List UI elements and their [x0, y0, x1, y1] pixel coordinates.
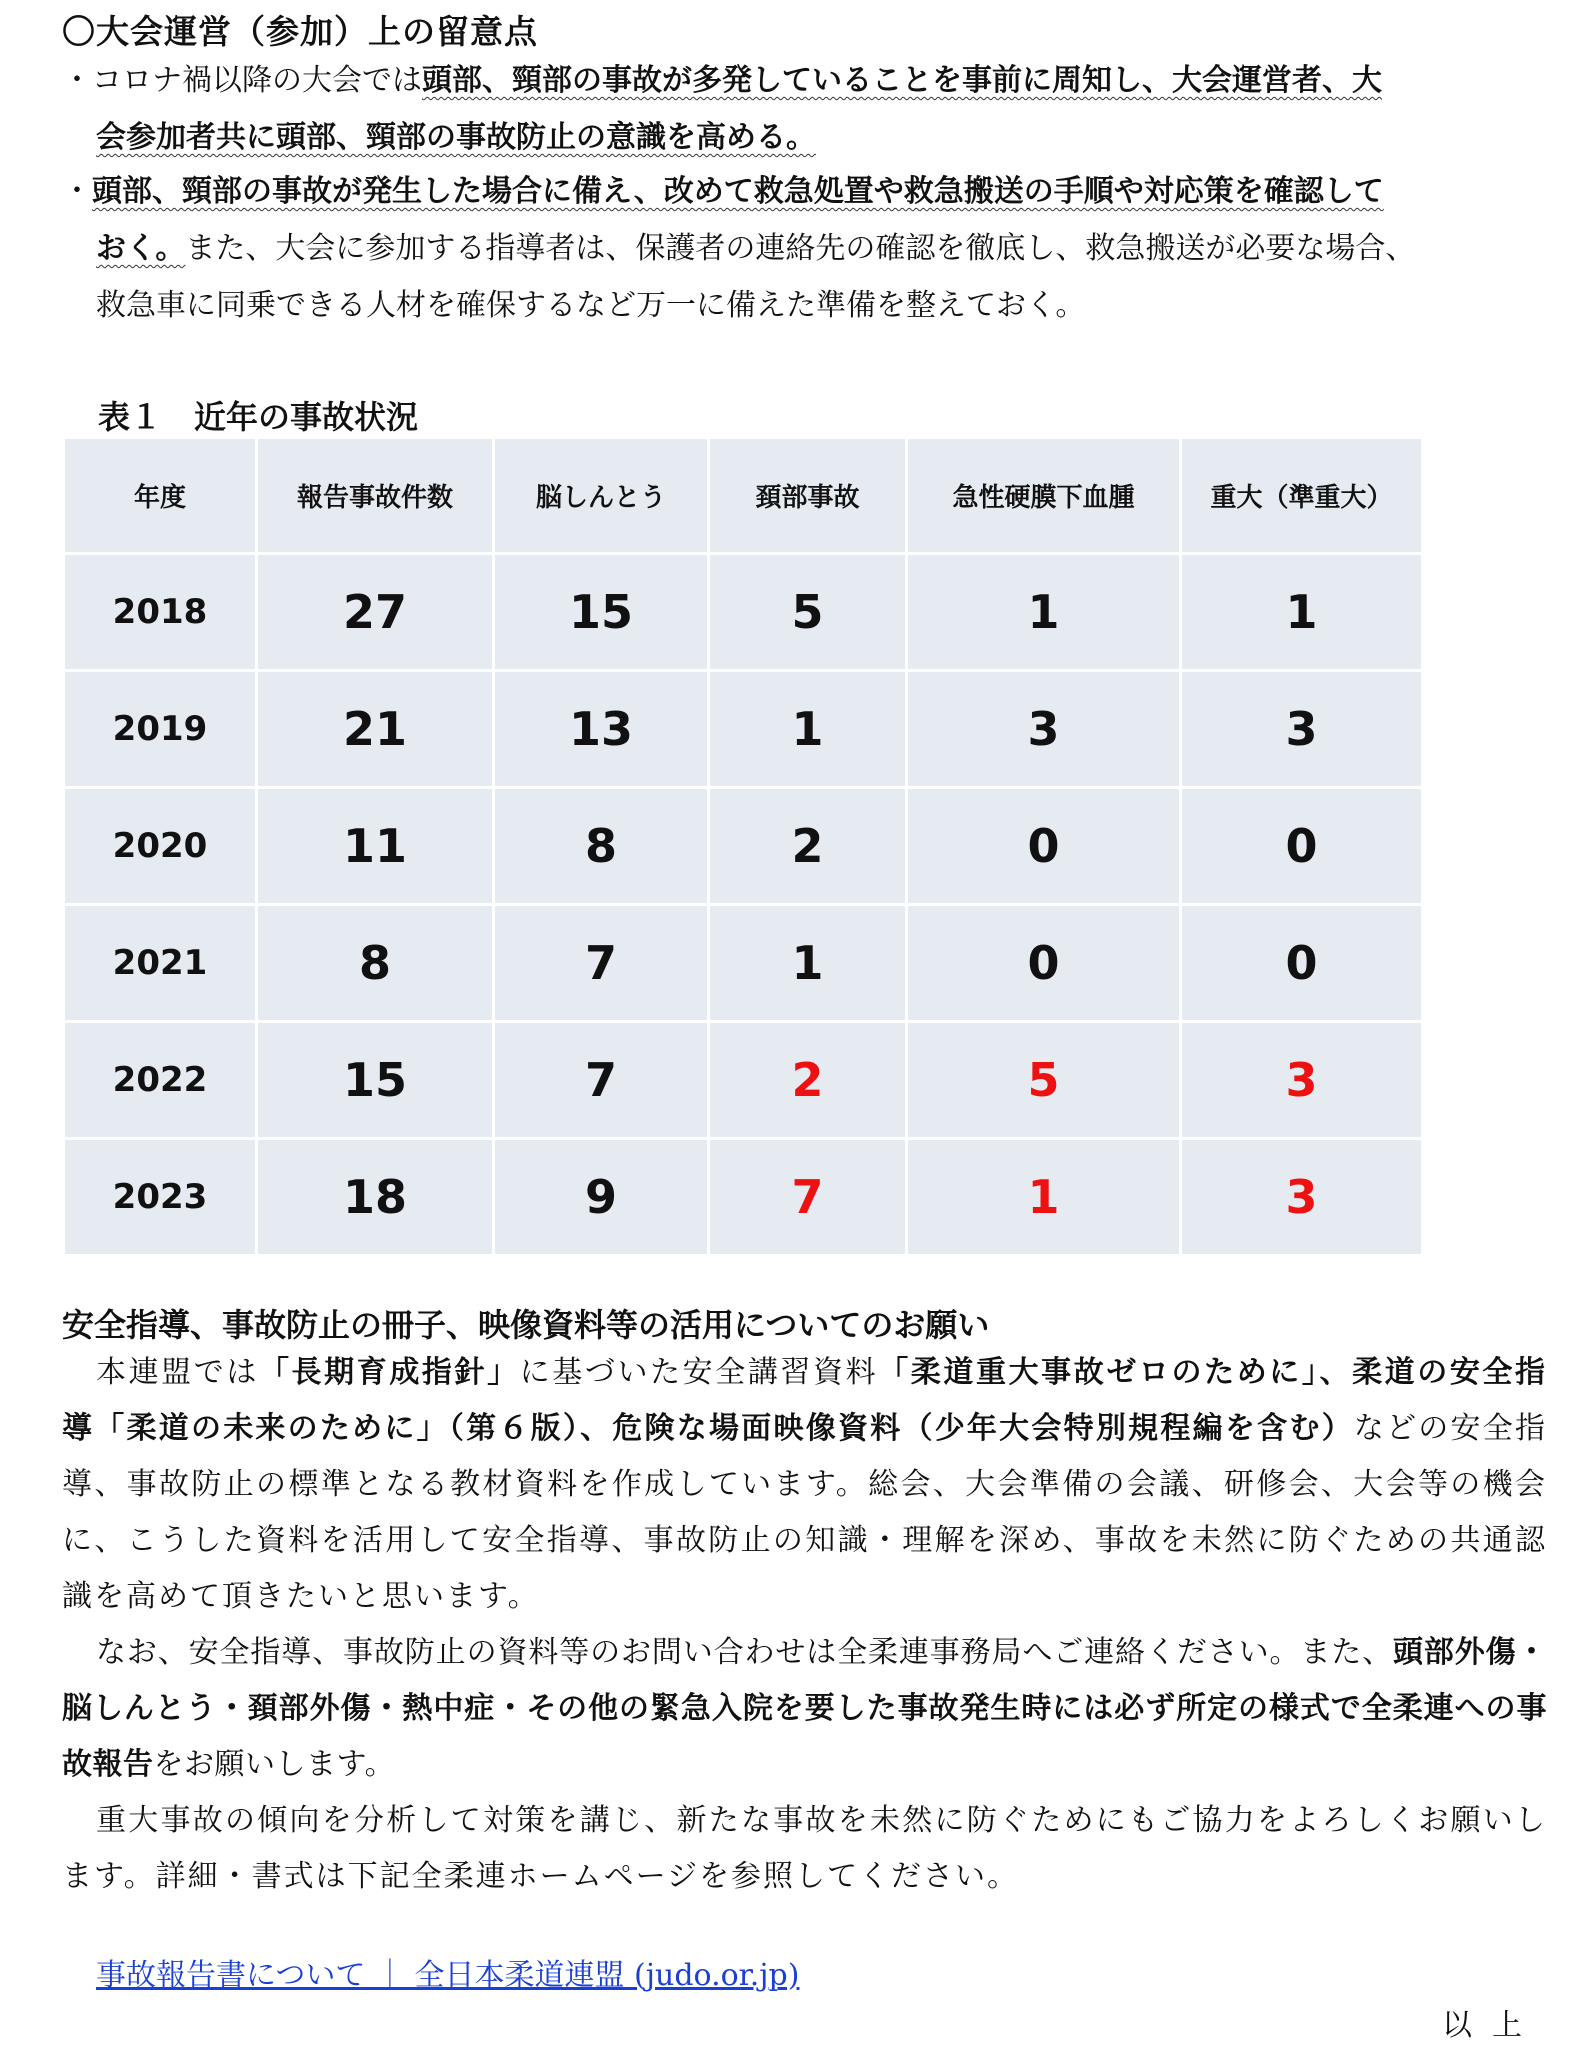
- cell-concussion: 7: [495, 1023, 707, 1137]
- bullet-1-emphasis-b: 会参加者共に頭部、頸部の事故防止の意識を高める。: [96, 120, 816, 155]
- cell-serious: 3: [1182, 672, 1421, 786]
- bullet-mark: ・: [62, 63, 92, 98]
- cell-hematoma: 0: [908, 789, 1179, 903]
- bullet-2-rest: また、大会に参加する指導者は、保護者の連絡先の確認を徹底し、救急搬送が必要な場合、: [185, 231, 1416, 266]
- paragraph-3: 重大事故の傾向を分析して対策を講じ、新たな事故を未然に防ぐためにもご協力をよろしくお願いします。詳細・書式は下記全柔連ホームページを参照してください。: [62, 1803, 1547, 1894]
- cell-reports: 21: [258, 672, 492, 786]
- cell-reports: 27: [258, 555, 492, 669]
- cell-year: 2019: [65, 672, 255, 786]
- cell-hematoma-highlight: 5: [908, 1023, 1179, 1137]
- table-row: [65, 1140, 1421, 1254]
- cell-year: 2022: [65, 1023, 255, 1137]
- bullet-1-pre: コロナ禍以降の大会では: [92, 63, 422, 98]
- table-row: [65, 906, 1421, 1020]
- cell-neck-highlight: 7: [710, 1140, 905, 1254]
- cell-concussion: 9: [495, 1140, 707, 1254]
- cell-serious-highlight: 3: [1182, 1140, 1421, 1254]
- table-row: [65, 672, 1421, 786]
- section-title: 安全指導、事故防止の冊子、映像資料等の活用についてのお願い: [62, 1306, 990, 1344]
- cell-year: 2021: [65, 906, 255, 1020]
- cell-year: 2023: [65, 1140, 255, 1254]
- cell-reports: 15: [258, 1023, 492, 1137]
- bullet-2: [62, 163, 1547, 334]
- cell-concussion: 7: [495, 906, 707, 1020]
- accident-table: [62, 436, 1424, 1257]
- bullet-mark: ・: [62, 174, 92, 209]
- p2-text-a: なお、安全指導、事故防止の資料等のお問い合わせは全柔連事務局へご連絡ください。また、: [96, 1635, 1393, 1670]
- cell-serious: 0: [1182, 906, 1421, 1020]
- cell-hematoma: 0: [908, 906, 1179, 1020]
- table-header-row: [65, 439, 1421, 552]
- section-body: [62, 1345, 1547, 1905]
- p1-text-c: に基づいた安全講習資料: [519, 1355, 879, 1390]
- cell-reports: 11: [258, 789, 492, 903]
- p1-text-e: などの安全指導、事故防止の標準となる教材資料を作成しています。総会、大会準備の会議、研修会、大会等の機会に、こうした資料を活用して安全指導、事故防止の知識・理解を深め、事故を未然に防ぐための共通認識を高めて頂きたいと思います。: [62, 1411, 1548, 1614]
- cell-concussion: 13: [495, 672, 707, 786]
- cell-hematoma-highlight: 1: [908, 1140, 1179, 1254]
- cell-neck: 2: [710, 789, 905, 903]
- p1-bold-d: 「柔道重大事故ゼロのために」、柔道の安全指導「柔道の未来のために」（第６版）、危険な場面映像資料（少年大会特別規程編を含む）: [62, 1355, 1548, 1446]
- header-cell: 脳しんとう: [495, 439, 707, 552]
- table-caption: 表１ 近年の事故状況: [98, 398, 419, 436]
- cell-serious: 0: [1182, 789, 1421, 903]
- cell-serious: 1: [1182, 555, 1421, 669]
- p2-bold-b: 頭部外傷・脳しんとう・頚部外傷・熱中症・その他の緊急入院を要した事故発生時には必ず所定の様式で全柔連への事故報告: [62, 1635, 1548, 1782]
- header-cell: 急性硬膜下血腫: [908, 439, 1179, 552]
- bullet-2-line-3: 救急車に同乗できる人材を確保するなど万一に備えた準備を整えておく。: [96, 288, 1086, 323]
- table-row: [65, 789, 1421, 903]
- table-row: [65, 1023, 1421, 1137]
- cell-hematoma: 1: [908, 555, 1179, 669]
- cell-neck-highlight: 2: [710, 1023, 905, 1137]
- header-cell: 重大（準重大）: [1182, 439, 1421, 552]
- header-cell: 年度: [65, 439, 255, 552]
- paragraph-1: [62, 1345, 1547, 1625]
- paragraph-2: [62, 1625, 1547, 1793]
- accident-report-link[interactable]: 事故報告書について ｜ 全日本柔道連盟 (judo.or.jp): [96, 1958, 800, 1993]
- cell-concussion: 15: [495, 555, 707, 669]
- p1-text-a: 本連盟では: [96, 1355, 259, 1390]
- closing-mark: 以上: [1442, 2008, 1542, 2043]
- cell-hematoma: 3: [908, 672, 1179, 786]
- cell-serious-highlight: 3: [1182, 1023, 1421, 1137]
- bullet-1-emphasis-a: 頭部、頸部の事故が多発していることを事前に周知し、大会運営者、大: [422, 63, 1382, 98]
- table-row: [65, 555, 1421, 669]
- p2-text-c: をお願いします。: [153, 1747, 396, 1782]
- p1-bold-b: 「長期育成指針」: [258, 1355, 520, 1390]
- header-cell: 報告事故件数: [258, 439, 492, 552]
- cell-year: 2020: [65, 789, 255, 903]
- cell-neck: 5: [710, 555, 905, 669]
- cell-neck: 1: [710, 672, 905, 786]
- page-title: 〇大会運営（参加）上の留意点: [62, 12, 538, 51]
- bullet-2-emphasis-a: 頭部、頸部の事故が発生した場合に備え、改めて救急処置や救急搬送の手順や対応策を確認して: [92, 174, 1384, 209]
- cell-reports: 8: [258, 906, 492, 1020]
- bullet-2-emphasis-b: おく。: [96, 231, 186, 266]
- cell-reports: 18: [258, 1140, 492, 1254]
- cell-concussion: 8: [495, 789, 707, 903]
- cell-year: 2018: [65, 555, 255, 669]
- cell-neck: 1: [710, 906, 905, 1020]
- bullet-1: [62, 52, 1547, 166]
- header-cell: 頚部事故: [710, 439, 905, 552]
